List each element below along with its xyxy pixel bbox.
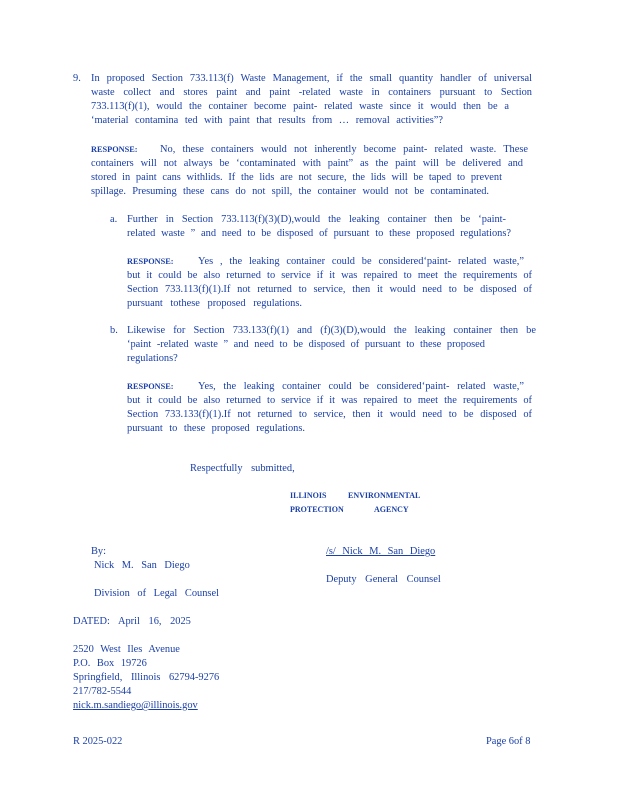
response-line: stored in paint cans withlids. If the lids are not secure, the lids will be taped to prevent (91, 172, 502, 183)
response-line: containers will not always be ‘contaminated with paint” as the paint will be delivered and (91, 158, 523, 169)
response-line: Yes, the leaking container could be considered‘paint- related waste,” (198, 381, 524, 392)
subquestion-line: regulations? (127, 353, 178, 364)
agency-word: AGENCY (374, 505, 409, 514)
agency-word: ENVIRONMENTAL (348, 491, 421, 500)
response-label: RESPONSE: (127, 382, 174, 391)
by-label: By: (91, 546, 107, 557)
response-line: No, these containers would not inherently become paint- related waste. These (160, 144, 528, 155)
page-number: Page 6of 8 (486, 736, 531, 747)
division: Division of Legal Counsel (94, 588, 219, 599)
closing: Respectfully submitted, (190, 463, 295, 474)
signer-name: Nick M. San Diego (94, 560, 190, 571)
subquestion-line: Likewise for Section 733.133(f)(1) and (f)(3)(D),would the leaking container then be (127, 325, 536, 336)
question-line: In proposed Section 733.113(f) Waste Management, if the small quantity handler of universal (91, 73, 532, 84)
phone: 217/782-5544 (73, 686, 132, 697)
address-po-box: P.O. Box 19726 (73, 658, 147, 669)
subquestion-line: related waste ” and need to be disposed of pursuant to these proposed regulations? (127, 228, 511, 239)
subquestion-line: Further in Section 733.113(f)(3)(D),would the leaking container then be ‘paint- (127, 214, 506, 225)
subquestion-marker: b. (110, 325, 118, 336)
question-line: waste collect and stores paint and paint -related waste in containers pursuant to Section (91, 87, 532, 98)
response-label: RESPONSE: (127, 257, 174, 266)
response-label: RESPONSE: (91, 145, 138, 154)
signer-title: Deputy General Counsel (326, 574, 441, 585)
subquestion-marker: a. (110, 214, 118, 225)
response-line: Section 733.133(f)(1).If not returned to service, then it would need to be disposed of (127, 409, 532, 420)
email-link[interactable]: nick.m.sandiego@illinois.gov (73, 700, 198, 711)
response-line: spillage. Presuming these cans do not spill, the container would not be contaminated. (91, 186, 489, 197)
subquestion-line: ‘paint -related waste ” and need to be disposed of pursuant to these proposed (127, 339, 485, 350)
electronic-signature: /s/ Nick M. San Diego (326, 546, 436, 557)
question-line: ‘material contamina ted with paint that results from … removal activities”? (91, 115, 443, 126)
response-line: Section 733.113(f)(1).If not returned to service, then it would need to be disposed of (127, 284, 532, 295)
question-line: 733.113(f)(1), would the container become paint- related waste since it would then be a (91, 101, 509, 112)
response-line: pursuant tothese proposed regulations. (127, 298, 302, 309)
question-number: 9. (73, 73, 81, 84)
response-line: pursuant to these proposed regulations. (127, 423, 305, 434)
response-line: but it could be also returned to service if it was repaired to meet the requirements of (127, 270, 532, 281)
address-street: 2520 West Iles Avenue (73, 644, 180, 655)
agency-word: PROTECTION (290, 505, 344, 514)
address-city: Springfield, Illinois 62794-9276 (73, 672, 220, 683)
agency-word: ILLINOIS (290, 491, 327, 500)
response-line: Yes , the leaking container could be considered‘paint- related waste,” (198, 256, 524, 267)
docket-number: R 2025-022 (73, 736, 123, 747)
dated: DATED: April 16, 2025 (73, 616, 191, 627)
response-line: but it could be also returned to service if it was repaired to meet the requirements of (127, 395, 532, 406)
